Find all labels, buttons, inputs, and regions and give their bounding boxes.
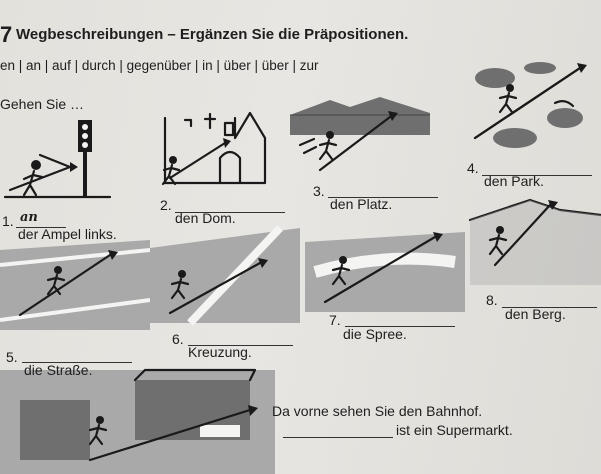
traffic-light-illustration: [0, 115, 120, 210]
park-illustration: [455, 58, 601, 158]
item-5-text: die Straße.: [24, 362, 93, 378]
item-7-number: 7.: [329, 312, 341, 328]
river-illustration: [305, 222, 465, 312]
item-1-number: 1.: [2, 213, 14, 229]
item-9-text: Da vorne sehen Sie den Bahnhof.: [272, 403, 483, 419]
train-station-illustration: [0, 370, 275, 474]
square-illustration: [290, 95, 430, 175]
mountain-illustration: [470, 190, 601, 285]
item-6-number: 6.: [172, 331, 184, 347]
item-4-text: den Park.: [484, 173, 544, 189]
item-2-number: 2.: [160, 197, 172, 213]
instruction: Gehen Sie …: [0, 96, 85, 112]
cathedral-illustration: [155, 108, 275, 188]
word-bank: en | an | auf | durch | gegenüber | in | über | über | zur: [0, 58, 319, 73]
item-5-number: 5.: [6, 349, 18, 365]
item-8-number: 8.: [486, 292, 498, 308]
item-4-number: 4.: [467, 160, 479, 176]
item-9b-text: ist ein Supermarkt.: [396, 422, 513, 438]
exercise-title: Wegbeschreibungen – Ergänzen Sie die Präpositionen.: [16, 26, 409, 43]
item-1-answer: an: [20, 210, 38, 225]
street-illustration: [0, 240, 150, 330]
item-3-number: 3.: [313, 183, 325, 199]
item-6-text: Kreuzung.: [188, 344, 252, 360]
item-7-text: die Spree.: [343, 326, 407, 342]
item-8-text: den Berg.: [505, 306, 566, 322]
item-1-text: der Ampel links.: [18, 226, 117, 242]
item-9-blank[interactable]: [283, 437, 393, 438]
item-3-text: den Platz.: [330, 196, 393, 212]
crossroads-illustration: [150, 228, 300, 323]
exercise-number: 7: [0, 22, 13, 47]
item-2-text: den Dom.: [175, 210, 236, 226]
